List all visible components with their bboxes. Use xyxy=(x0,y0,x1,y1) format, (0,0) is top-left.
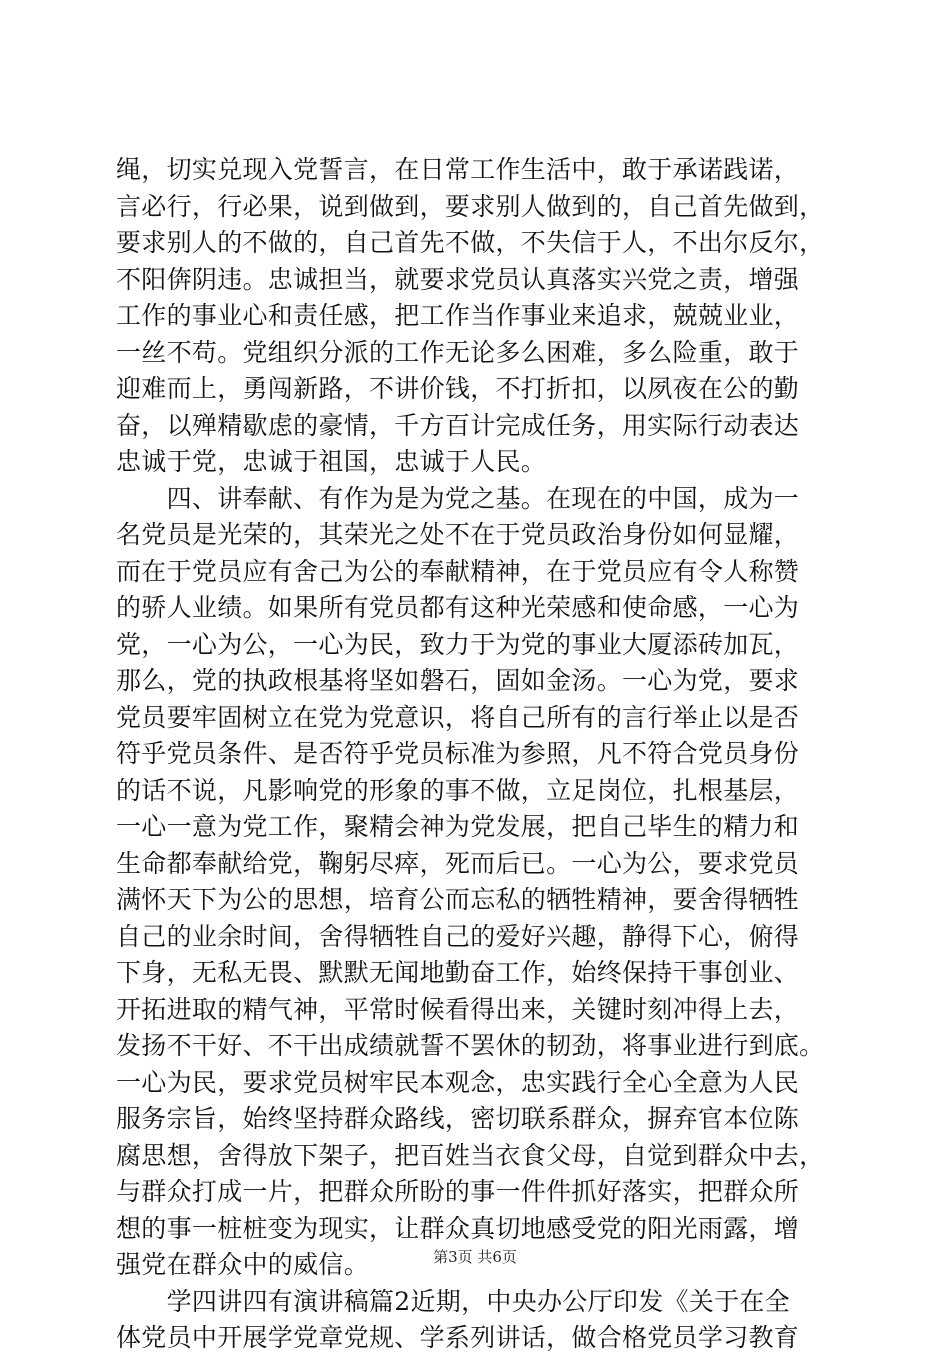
text-line: 奋，以殚精歇虑的豪情，千方百计完成任务，用实际行动表达 xyxy=(116,410,800,440)
text-line: 工作的事业心和责任感，把工作当作事业来追求，兢兢业业， xyxy=(116,301,800,330)
text-line: 体党员中开展学党章党规、学系列讲话，做合格党员学习教育 xyxy=(116,1323,800,1352)
text-line: 生命都奉献给党，鞠躬尽瘁，死而后已。一心为公，要求党员 xyxy=(116,848,800,878)
text-line: 符乎党员条件、是否符乎党员标准为参照，凡不符合党员身份 xyxy=(116,739,800,768)
page-footer: 第3页 共6页 xyxy=(433,1248,517,1266)
text-line: 党员要牢固树立在党为党意识，将自己所有的言行举止以是否 xyxy=(116,702,800,732)
text-line: 想的事一桩桩变为现实，让群众真切地感受党的阳光雨露，增 xyxy=(116,1213,800,1243)
text-line: 与群众打成一片，把群众所盼的事一件件抓好落实，把群众所 xyxy=(116,1177,800,1206)
text-line: 一心一意为党工作，聚精会神为党发展，把自己毕生的精力和 xyxy=(116,812,800,841)
text-line: 的骄人业绩。如果所有党员都有这种光荣感和使命感，一心为 xyxy=(116,593,800,622)
text-line: 四、讲奉献、有作为是为党之基。在现在的中国，成为一 xyxy=(116,483,800,513)
text-line: 自己的业余时间，舍得牺牲自己的爱好兴趣，静得下心，俯得 xyxy=(116,921,800,951)
body-text xyxy=(116,152,836,1357)
text-line: 而在于党员应有舍己为公的奉献精神，在于党员应有令人称赞 xyxy=(116,556,800,586)
text-line: 强党在群众中的威信。 xyxy=(116,1250,370,1279)
text-line: 那么，党的执政根基将坚如磐石，固如金汤。一心为党，要求 xyxy=(116,666,800,695)
text-line: 发扬不干好、不干出成绩就誓不罢休的韧劲，将事业进行到底。 xyxy=(116,1031,825,1060)
text-line: 一丝不苟。党组织分派的工作无论多么困难，多么险重，敢于 xyxy=(116,337,800,367)
text-line: 迎难而上，勇闯新路，不讲价钱，不打折扣，以夙夜在公的勤 xyxy=(116,374,800,403)
text-line: 名党员是光荣的，其荣光之处不在于党员政治身份如何显耀， xyxy=(116,520,800,549)
text-line: 的话不说，凡影响党的形象的事不做，立足岗位，扎根基层， xyxy=(116,775,800,805)
text-line: 一心为民，要求党员树牢民本观念，忠实践行全心全意为人民 xyxy=(116,1067,800,1097)
text-line: 满怀天下为公的思想，培育公而忘私的牺牲精神，要舍得牺牲 xyxy=(116,885,800,914)
text-line: 腐思想，舍得放下架子，把百姓当衣食父母，自觉到群众中去， xyxy=(116,1140,825,1170)
text-line: 党，一心为公，一心为民，致力于为党的事业大厦添砖加瓦， xyxy=(116,629,800,659)
text-line: 要求别人的不做的，自己首先不做，不失信于人，不出尔反尔， xyxy=(116,228,825,257)
text-line: 服务宗旨，始终坚持群众路线，密切联系群众，摒弃官本位陈 xyxy=(116,1104,800,1133)
text-line: 学四讲四有演讲稿篇2近期，中央办公厅印发《关于在全 xyxy=(116,1286,791,1316)
text-line: 忠诚于党，忠诚于祖国，忠诚于人民。 xyxy=(116,447,547,476)
text-line: 不阳倴阴违。忠诚担当，就要求党员认真落实兴党之责，增强 xyxy=(116,264,800,294)
text-line: 下身，无私无畏、默默无闻地勤奋工作，始终保持干事创业、 xyxy=(116,958,800,987)
text-line: 言必行，行必果，说到做到，要求别人做到的，自己首先做到， xyxy=(116,191,825,221)
text-line: 开拓进取的精气神，平常时候看得出来，关键时刻冲得上去， xyxy=(116,994,800,1024)
text-line: 绳，切实兑现入党誓言，在日常工作生活中，敢于承诺践诺， xyxy=(116,155,800,184)
